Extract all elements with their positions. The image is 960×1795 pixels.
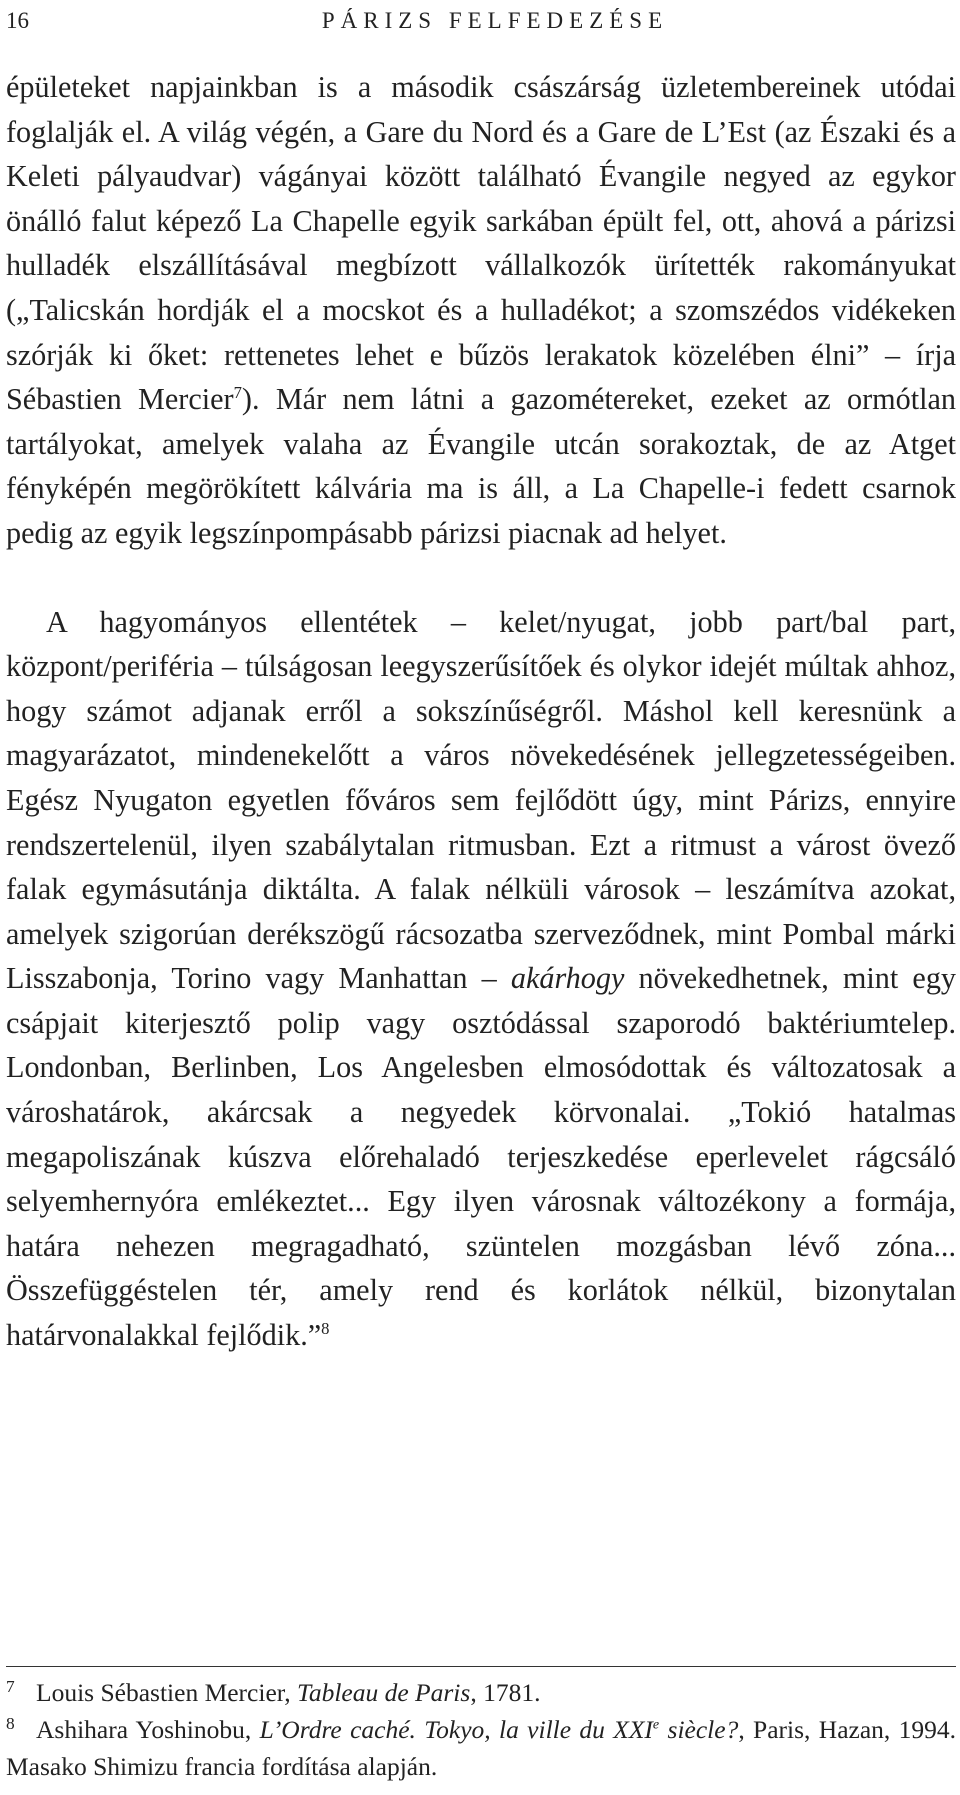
body-text (6, 65, 956, 1358)
footnote-8-title-b: siècle? (667, 1715, 739, 1744)
footnote-8-title-a: L’Ordre caché. Tokyo, la ville du XXI (259, 1715, 653, 1744)
paragraph-2 (6, 600, 956, 1358)
footnote-divider (6, 1666, 956, 1667)
footnote-8: 8 Ashihara Yoshinobu, L’Ordre caché. Tokyo, la ville du XXIe siècle?, Paris, Hazan, 1994. Masako Shimizu francia fordítása alapján. (6, 1713, 957, 1781)
page-number: 16 (6, 8, 29, 33)
paragraph-2-italic: akárhogy (510, 961, 625, 996)
running-title: PÁRIZS FELFEDEZÉSE (321, 8, 669, 33)
footnote-7: 7 Louis Sébastien Mercier, Tableau de Paris, 1781. (6, 1676, 541, 1707)
paragraph-2-text-b: növekedhetnek, mint egy csápjait kiterjesztő polip vagy osztódással szaporodó baktériumtelep. Londonban, Berlinben, Los Angelesben elmosódottak és változatosak a városhatárok, akárcsak a negyedek körvonalai. „Tokió hatalmas megapoliszának kúszva előrehaladó terjeszkedése eperlevelet rágcsáló selyemhernyóra emlékeztet... Egy ilyen városnak változékony a formája, határa nehezen megragadható, szüntelen mozgásban lévő zóna... Összefüggéstelen tér, amely rend és korlátok nélkül, bizonytalan határvonalakkal fejlődik.” (6, 961, 957, 1353)
footnote-ref-8: 8 (321, 1318, 330, 1338)
running-header (0, 6, 960, 36)
footnote-8-title (260, 1715, 739, 1744)
footnote-ref-7: 7 (233, 383, 242, 403)
paragraph-1 (6, 65, 956, 556)
paragraph-1-text-a: épületeket napjainkban is a második császárság üzletembereinek utódai foglalják el. A világ végén, a Gare du Nord és a Gare de L’Est (az Északi és a Keleti pályaudvar) vágányai között található Évangile negyed az egykor önálló falut képező La Chapelle egyik sarkában épült fel, ott, ahová a párizsi hulladék elszállításával megbízott vállalkozók ürítették rakományukat („Talicskán hordják el a mocskot és a hulladékot; a szomszédos vidékeken szórják ki őket: rettenetes lehet e bűzös lerakatok közelében élni” – írja Sébastien Mercier (6, 70, 956, 417)
footnotes (6, 1674, 956, 1785)
footnote-7-author: Louis Sébastien Mercier, (36, 1678, 291, 1707)
footnote-8-title-sup: e (652, 1717, 660, 1733)
paragraph-2-text-a: A hagyományos ellentétek – kelet/nyugat, jobb part/bal part, központ/periféria – túlságosan leegyszerűsítőek és olykor idejét múltak ahhoz, hogy számot adjanak erről a sokszínűségről. Máshol kell keresnünk a magyarázatot, mindenekelőtt a város növekedésének jellegzetességeiben. Egész Nyugaton egyetlen főváros sem fejlődött úgy, mint Párizs, ennyire rendszertelenül, ilyen szabálytalan ritmusban. Ezt a ritmust a várost övező falak egymásutánja diktálta. A falak nélküli városok – leszámítva azokat, amelyek szigorúan derékszögű rácsozatba szerveződnek, mint Pombal márki Lisszabonja, Torino vagy Manhattan – (6, 604, 956, 996)
footnote-7-rest: , 1781. (470, 1678, 541, 1707)
footnote-7-title: Tableau de Paris (297, 1678, 471, 1707)
footnote-8-rest: , Paris, Hazan, 1994. Masako Shimizu francia fordítása alapján. (6, 1715, 957, 1781)
paragraph-1-text-b: ). Már nem látni a gazométereket, ezeket az ormótlan tartályokat, amelyek valaha az Évangile utcán sorakoztak, de az Atget fényképén megörökített kálvária ma is áll, a La Chapelle-i fedett csarnok pedig az egyik legszínpompásabb párizsi piacnak ad helyet. (6, 382, 956, 550)
footnote-8-author: Ashihara Yoshinobu, (36, 1715, 252, 1744)
